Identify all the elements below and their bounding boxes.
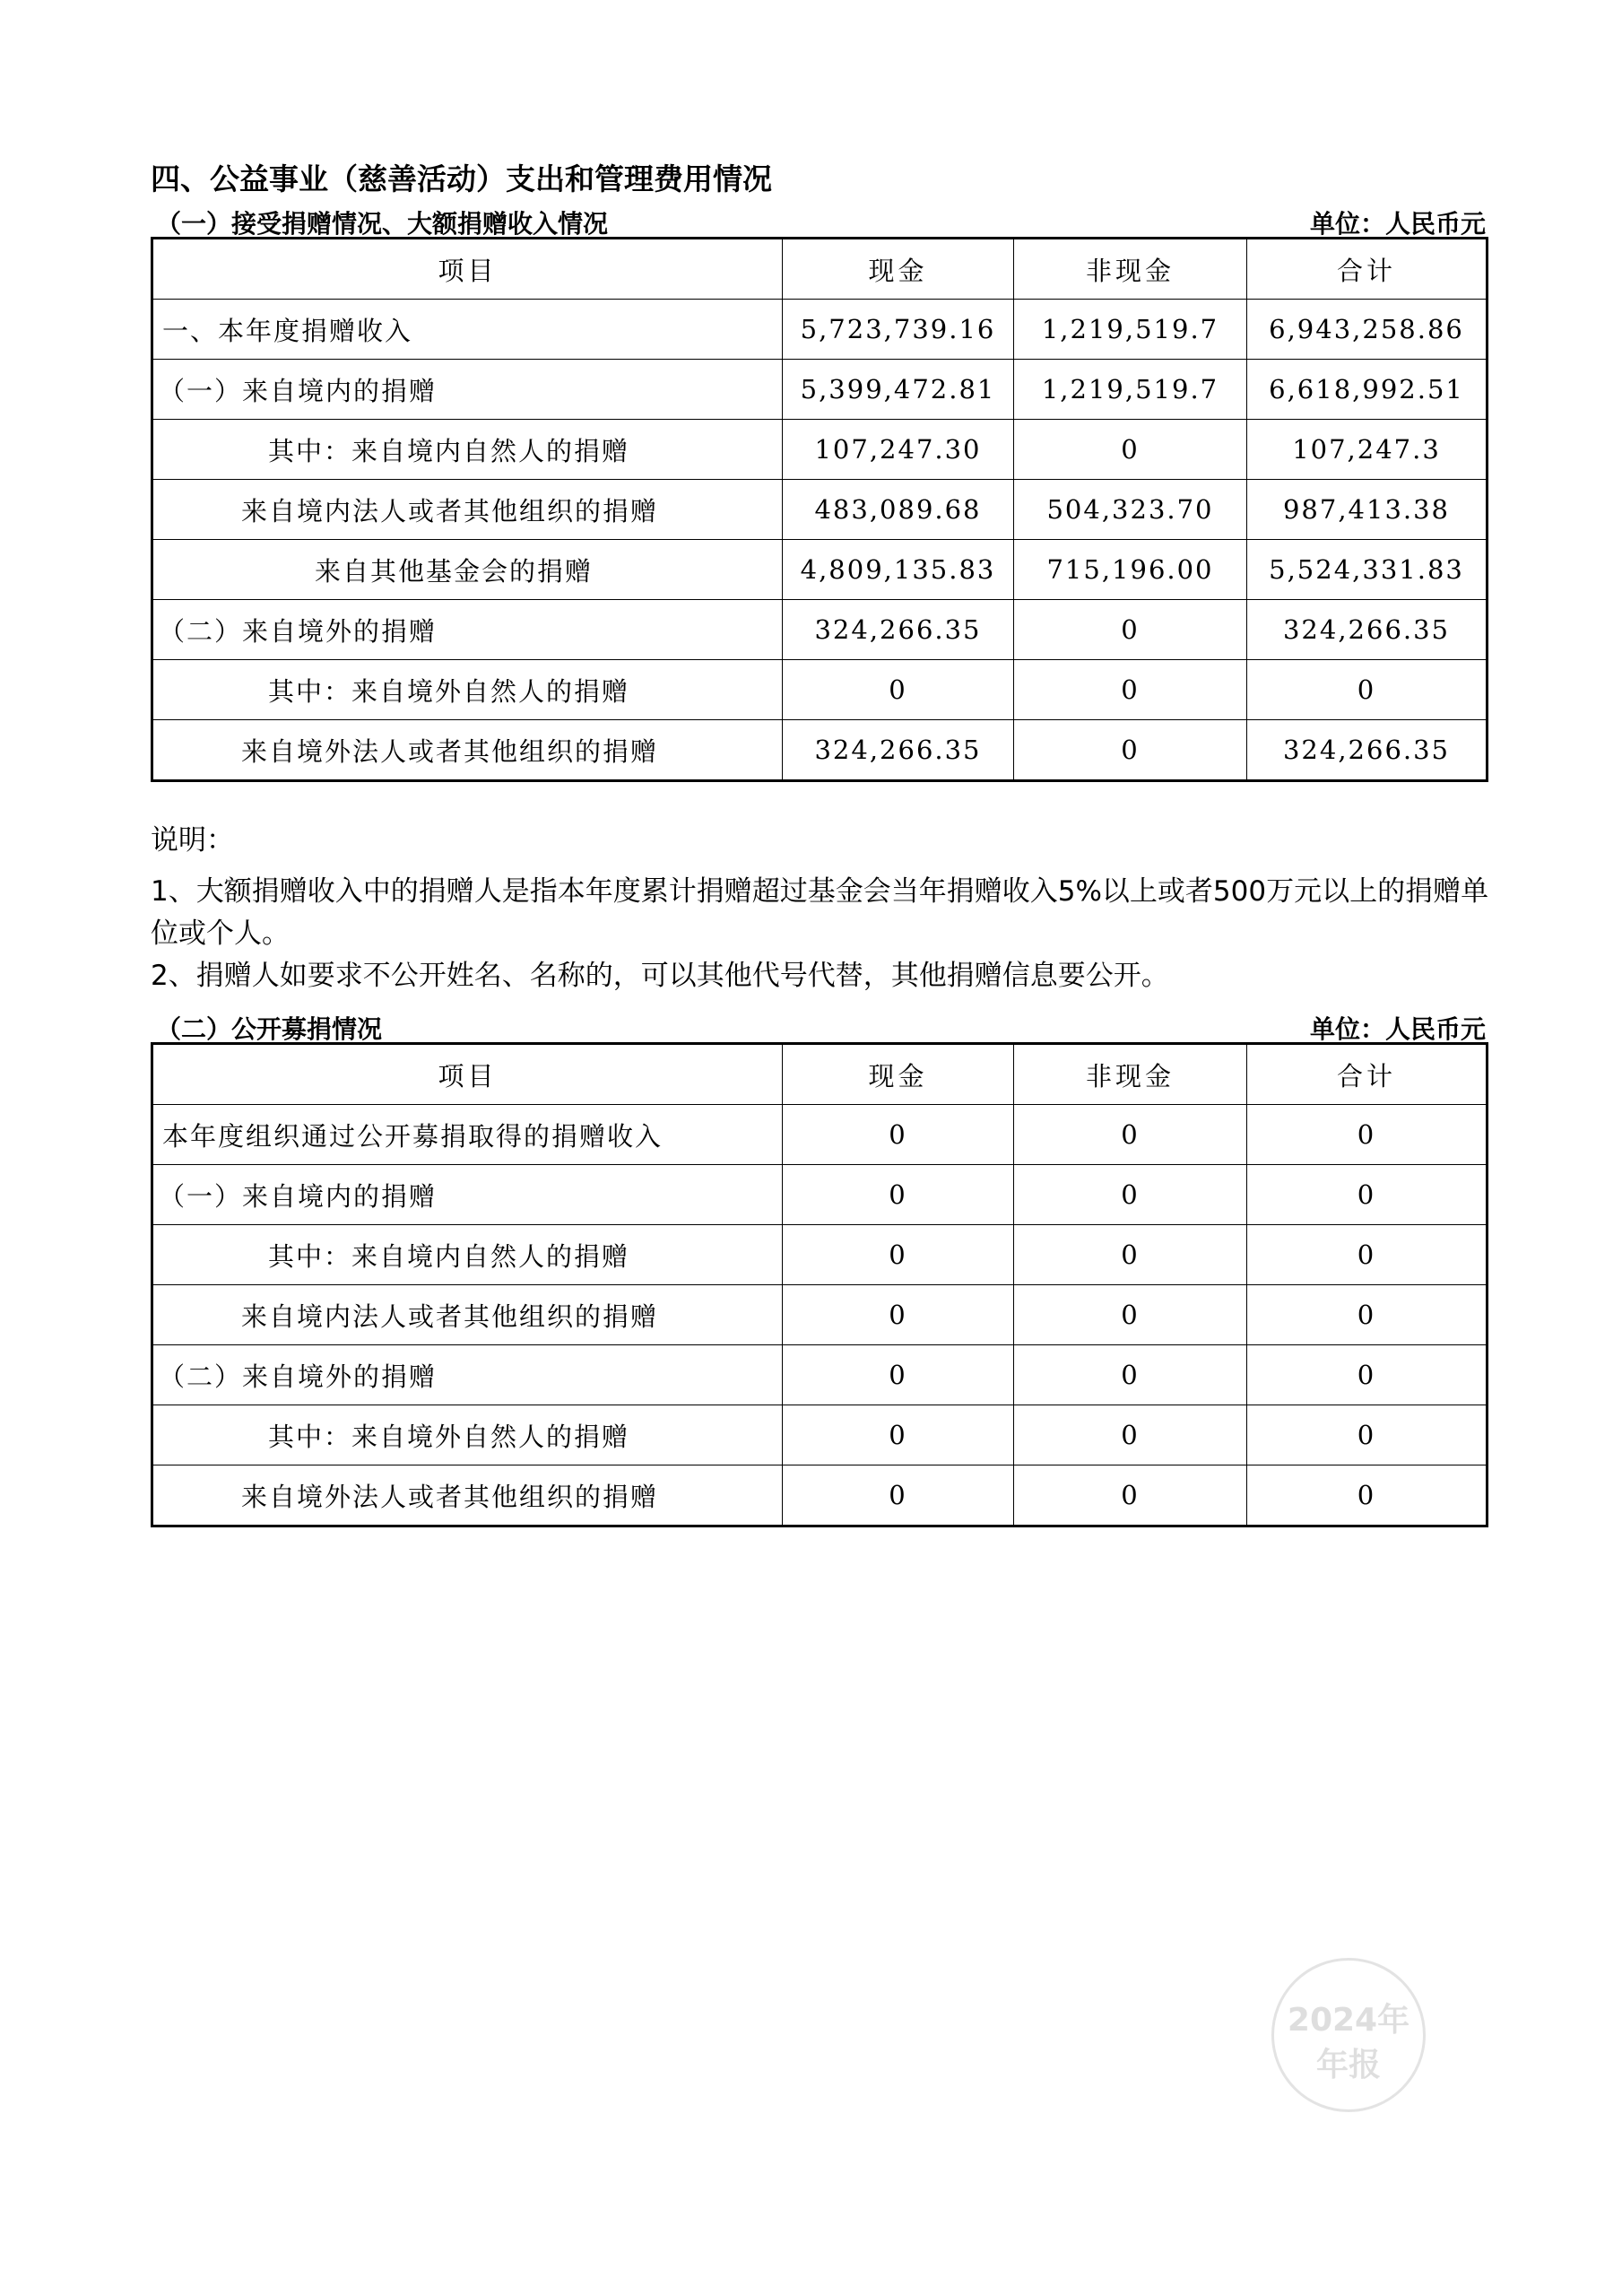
cell-cash: 5,399,472.81 — [783, 360, 1014, 420]
header-cash: 现金 — [783, 1044, 1014, 1105]
row-label: （一）来自境内的捐赠 — [152, 1165, 783, 1225]
cell-total: 0 — [1247, 1105, 1488, 1165]
header-total: 合计 — [1247, 1044, 1488, 1105]
cell-noncash: 1,219,519.7 — [1014, 360, 1247, 420]
row-label: 其中：来自境内自然人的捐赠 — [152, 1225, 783, 1285]
cell-cash: 483,089.68 — [783, 480, 1014, 540]
table-row — [152, 720, 1488, 781]
row-label: （二）来自境外的捐赠 — [152, 600, 783, 660]
header-item: 项目 — [152, 239, 783, 300]
table-row — [152, 1285, 1488, 1345]
cell-total: 5,524,331.83 — [1247, 540, 1488, 600]
table-row — [152, 660, 1488, 720]
cell-total: 987,413.38 — [1247, 480, 1488, 540]
notes-block — [151, 820, 1496, 997]
table-row — [152, 480, 1488, 540]
table2-caption-row — [151, 1006, 1486, 1046]
cell-cash: 324,266.35 — [783, 600, 1014, 660]
row-label: 本年度组织通过公开募捐取得的捐赠收入 — [152, 1105, 783, 1165]
cell-cash: 324,266.35 — [783, 720, 1014, 781]
row-label: （二）来自境外的捐赠 — [152, 1345, 783, 1405]
table-row — [152, 360, 1488, 420]
table-header-row — [152, 1044, 1488, 1105]
row-label: 来自境内法人或者其他组织的捐赠 — [152, 480, 783, 540]
cell-noncash: 0 — [1014, 420, 1247, 480]
cell-total: 0 — [1247, 1405, 1488, 1465]
note-item-1: 1、大额捐赠收入中的捐赠人是指本年度累计捐赠超过基金会当年捐赠收入5%以上或者500万元以上的捐赠单位或个人。 — [151, 875, 1489, 950]
cell-noncash: 0 — [1014, 1345, 1247, 1405]
row-label: 一、本年度捐赠收入 — [152, 300, 783, 360]
cell-cash: 0 — [783, 1345, 1014, 1405]
cell-total: 107,247.3 — [1247, 420, 1488, 480]
header-total: 合计 — [1247, 239, 1488, 300]
table-row — [152, 1465, 1488, 1526]
table1-caption-row — [151, 201, 1486, 240]
cell-total: 324,266.35 — [1247, 720, 1488, 781]
cell-cash: 0 — [783, 1165, 1014, 1225]
table-row — [152, 1105, 1488, 1165]
table-row — [152, 540, 1488, 600]
table-row — [152, 600, 1488, 660]
cell-noncash: 1,219,519.7 — [1014, 300, 1247, 360]
cell-noncash: 715,196.00 — [1014, 540, 1247, 600]
cell-total: 324,266.35 — [1247, 600, 1488, 660]
table-row — [152, 1225, 1488, 1285]
row-label: （一）来自境内的捐赠 — [152, 360, 783, 420]
cell-cash: 0 — [783, 1105, 1014, 1165]
row-label: 来自境外法人或者其他组织的捐赠 — [152, 720, 783, 781]
cell-cash: 0 — [783, 1225, 1014, 1285]
cell-noncash: 0 — [1014, 1165, 1247, 1225]
cell-total: 0 — [1247, 1165, 1488, 1225]
table-header-row — [152, 239, 1488, 300]
table1-unit: 单位：人民币元 — [1309, 209, 1486, 239]
notes-heading: 说明： — [151, 824, 234, 857]
table2-unit: 单位：人民币元 — [1309, 1014, 1486, 1044]
cell-noncash: 0 — [1014, 720, 1247, 781]
table-row — [152, 1345, 1488, 1405]
row-label: 来自境内法人或者其他组织的捐赠 — [152, 1285, 783, 1345]
cell-total: 0 — [1247, 1225, 1488, 1285]
cell-noncash: 504,323.70 — [1014, 480, 1247, 540]
annual-report-stamp — [1271, 1958, 1426, 2112]
cell-total: 0 — [1247, 1345, 1488, 1405]
stamp-year: 2024年 — [1287, 2002, 1410, 2039]
row-label: 其中：来自境外自然人的捐赠 — [152, 1405, 783, 1465]
cell-total: 6,618,992.51 — [1247, 360, 1488, 420]
cell-total: 0 — [1247, 660, 1488, 720]
cell-cash: 0 — [783, 1405, 1014, 1465]
table-row — [152, 300, 1488, 360]
table-row — [152, 1405, 1488, 1465]
header-noncash: 非现金 — [1014, 239, 1247, 300]
cell-total: 0 — [1247, 1465, 1488, 1526]
cell-cash: 0 — [783, 660, 1014, 720]
header-item: 项目 — [152, 1044, 783, 1105]
row-label: 来自境外法人或者其他组织的捐赠 — [152, 1465, 783, 1526]
donation-income-table — [151, 237, 1488, 782]
note-item-2: 2、捐赠人如要求不公开姓名、名称的，可以其他代号代替，其他捐赠信息要公开。 — [151, 960, 1169, 992]
cell-noncash: 0 — [1014, 1225, 1247, 1285]
cell-total: 0 — [1247, 1285, 1488, 1345]
table1-caption: （一）接受捐赠情况、大额捐赠收入情况 — [156, 209, 609, 239]
table-row — [152, 420, 1488, 480]
cell-noncash: 0 — [1014, 600, 1247, 660]
cell-noncash: 0 — [1014, 1105, 1247, 1165]
row-label: 其中：来自境内自然人的捐赠 — [152, 420, 783, 480]
cell-total: 6,943,258.86 — [1247, 300, 1488, 360]
cell-cash: 107,247.30 — [783, 420, 1014, 480]
cell-noncash: 0 — [1014, 1285, 1247, 1345]
table2-caption: （二）公开募捐情况 — [156, 1014, 383, 1044]
cell-cash: 0 — [783, 1465, 1014, 1526]
stamp-label: 年报 — [1315, 2047, 1381, 2083]
cell-noncash: 0 — [1014, 1465, 1247, 1526]
cell-cash: 0 — [783, 1285, 1014, 1345]
cell-noncash: 0 — [1014, 1405, 1247, 1465]
row-label: 来自其他基金会的捐赠 — [152, 540, 783, 600]
cell-noncash: 0 — [1014, 660, 1247, 720]
cell-cash: 4,809,135.83 — [783, 540, 1014, 600]
table-row — [152, 1165, 1488, 1225]
public-fundraising-table — [151, 1042, 1488, 1527]
cell-cash: 5,723,739.16 — [783, 300, 1014, 360]
row-label: 其中：来自境外自然人的捐赠 — [152, 660, 783, 720]
header-noncash: 非现金 — [1014, 1044, 1247, 1105]
section-title: 四、公益事业（慈善活动）支出和管理费用情况 — [151, 161, 772, 196]
header-cash: 现金 — [783, 239, 1014, 300]
